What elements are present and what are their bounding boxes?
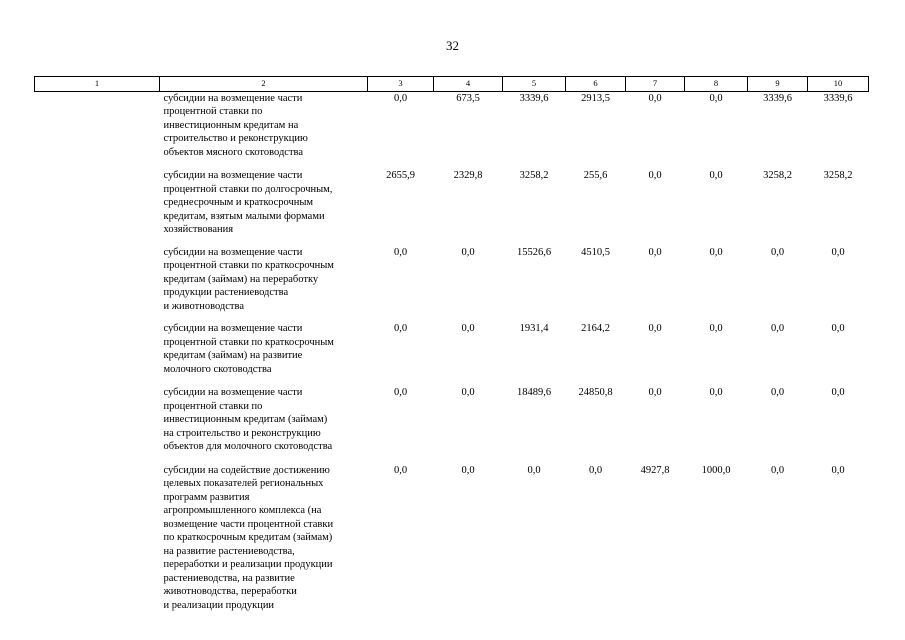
value-cell: 0,0 xyxy=(831,246,845,258)
value-cell: 0,0 xyxy=(393,323,408,334)
value-cell: 3258,2 xyxy=(823,170,853,181)
value-cell: 2913,5 xyxy=(581,92,610,104)
column-header-6: 6 xyxy=(566,77,626,92)
page-number: 32 xyxy=(446,38,459,53)
value-cell: 0,0 xyxy=(588,464,603,476)
value-cell: 0,0 xyxy=(770,464,785,476)
empty-cell xyxy=(35,169,160,246)
value-cell: 255,6 xyxy=(583,170,608,181)
value-cell: 1931,4 xyxy=(519,323,549,334)
row-description-text: субсидии на возмещение части процентной ставки по краткосрочным кредитам (займам) на переработку продукции растениеводства и животноводства xyxy=(163,246,334,312)
column-header-10: 10 xyxy=(808,77,869,92)
value-cell: 0,0 xyxy=(648,170,662,181)
value-cell: 3258,2 xyxy=(519,170,549,181)
column-header-3: 3 xyxy=(368,77,434,92)
value-cell: 0,0 xyxy=(393,246,408,258)
value-cell: 0,0 xyxy=(709,323,723,334)
empty-cell xyxy=(35,91,160,169)
empty-cell xyxy=(35,246,160,323)
value-cell: 2164,2 xyxy=(581,323,610,334)
row-description xyxy=(160,386,368,464)
value-cell: 15526,6 xyxy=(516,246,552,258)
table-row xyxy=(35,169,869,246)
value-cell: 2655,9 xyxy=(386,170,415,181)
value-cell: 24850,8 xyxy=(578,387,613,398)
value-cell: 3339,6 xyxy=(763,92,792,104)
row-description xyxy=(160,91,368,169)
value-cell: 0,0 xyxy=(461,323,475,334)
row-description xyxy=(160,322,368,386)
budget-table xyxy=(34,76,869,612)
value-cell: 0,0 xyxy=(461,246,475,258)
table-body xyxy=(35,91,869,612)
row-description-text: субсидии на содействие достижению целевых показателей региональных программ развития агропромышленного комплекса (на возмещение части процентной ставки по краткосрочным кредитам (займам) на развитие растениеводства, переработки и реализации продукции растениеводства, на развитие животноводства, переработки и реализации продукции xyxy=(163,464,334,611)
table-row xyxy=(35,246,869,323)
value-cell: 0,0 xyxy=(709,92,723,104)
value-cell: 673,5 xyxy=(456,92,480,104)
value-cell: 0,0 xyxy=(831,323,845,334)
value-cell: 0,0 xyxy=(393,92,408,104)
row-description-text: субсидии на возмещение части процентной ставки по инвестиционным кредитам (займам) на строительство и реконструкцию объектов для молочного скотоводства xyxy=(163,387,333,452)
value-cell: 4927,8 xyxy=(640,464,670,476)
row-description xyxy=(160,246,368,323)
table-row xyxy=(35,91,869,169)
value-cell: 0,0 xyxy=(648,323,662,334)
value-cell: 3258,2 xyxy=(763,170,792,181)
value-cell: 3339,6 xyxy=(823,92,853,104)
value-cell: 0,0 xyxy=(461,464,475,476)
table-row xyxy=(35,322,869,386)
value-cell: 18489,6 xyxy=(516,387,552,398)
value-cell: 2329,8 xyxy=(453,170,483,181)
value-cell: 0,0 xyxy=(648,246,662,258)
column-header-2: 2 xyxy=(160,77,368,92)
value-cell: 0,0 xyxy=(709,387,723,398)
column-header-1: 1 xyxy=(35,77,160,92)
column-header-5: 5 xyxy=(503,77,566,92)
value-cell: 0,0 xyxy=(648,387,662,398)
table-row xyxy=(35,386,869,464)
value-cell: 0,0 xyxy=(461,387,475,398)
table-header xyxy=(35,77,869,92)
value-cell: 0,0 xyxy=(393,464,408,476)
empty-cell xyxy=(35,464,160,613)
value-cell: 0,0 xyxy=(709,170,723,181)
empty-cell xyxy=(35,386,160,464)
empty-cell xyxy=(35,322,160,386)
value-cell: 0,0 xyxy=(831,387,845,398)
row-description-text: субсидии на возмещение части процентной ставки по краткосрочным кредитам (займам) на развитие молочного скотоводства xyxy=(163,323,334,375)
value-cell: 4510,5 xyxy=(581,246,610,258)
value-cell: 0,0 xyxy=(770,387,785,398)
value-cell: 0,0 xyxy=(709,246,723,258)
column-header-8: 8 xyxy=(685,77,748,92)
column-header-4: 4 xyxy=(434,77,503,92)
row-description xyxy=(160,464,368,613)
column-header-9: 9 xyxy=(748,77,808,92)
value-cell: 0,0 xyxy=(527,464,541,476)
value-cell: 0,0 xyxy=(831,464,845,476)
table-row xyxy=(35,464,869,613)
value-cell: 0,0 xyxy=(770,246,785,258)
row-description-text: субсидии на возмещение части процентной ставки по долгосрочным, среднесрочным и краткосрочным кредитам, взятым малыми формами хозяйствования xyxy=(163,170,333,235)
value-cell: 0,0 xyxy=(393,387,408,398)
value-cell: 1000,0 xyxy=(701,464,731,476)
column-header-7: 7 xyxy=(626,77,685,92)
value-cell: 0,0 xyxy=(770,323,785,334)
value-cell: 3339,6 xyxy=(519,92,549,104)
row-description xyxy=(160,169,368,246)
row-description-text: субсидии на возмещение части процентной ставки по инвестиционным кредитам на строительство и реконструкцию объектов мясного скотоводства xyxy=(163,92,308,158)
value-cell: 0,0 xyxy=(648,92,662,104)
header-row xyxy=(35,77,869,92)
